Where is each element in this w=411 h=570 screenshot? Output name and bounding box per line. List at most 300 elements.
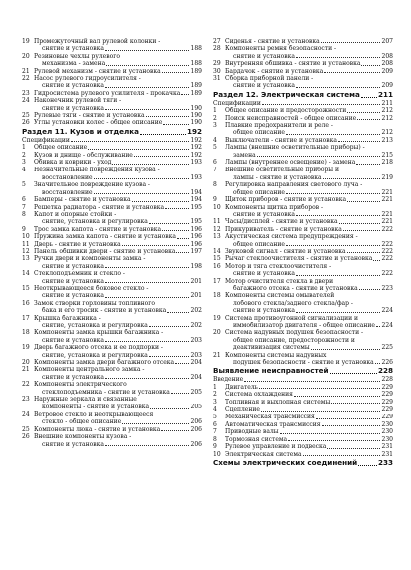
toc-leader-dots xyxy=(296,312,380,313)
toc-page-number: 198 xyxy=(190,262,202,270)
toc-page-number: 229 xyxy=(381,406,393,414)
toc-entry-title: Компоненты замка крышки багажника - xyxy=(34,329,164,337)
toc-leader-dots xyxy=(244,381,380,382)
toc-leader-dots xyxy=(257,156,380,157)
toc-page-number: 219 xyxy=(381,173,393,181)
toc-page-number: 208 xyxy=(381,52,393,60)
toc-entry xyxy=(22,218,202,225)
toc-entry-title: Незначительные повреждения кузова - xyxy=(34,166,160,174)
toc-entry xyxy=(22,389,202,396)
toc-entry xyxy=(213,376,393,383)
toc-entry-title: Компоненты ремня безопасности - xyxy=(225,45,337,53)
toc-leader-dots xyxy=(105,378,189,379)
toc-section-heading xyxy=(22,127,202,137)
toc-leader-dots xyxy=(316,418,380,419)
toc-entry-title: механизма - замена xyxy=(42,60,106,68)
toc-entry-title: Система противоугонной сигнализации и xyxy=(225,314,359,322)
toc-entry-number: 23 xyxy=(22,89,30,97)
toc-entry-number: 20 xyxy=(22,52,30,60)
toc-entry xyxy=(22,322,202,329)
toc-entry xyxy=(213,159,393,166)
toc-entry xyxy=(22,60,202,67)
toc-entry-number: 24 xyxy=(22,97,30,105)
toc-entry xyxy=(213,174,393,181)
toc-entry xyxy=(213,68,393,75)
toc-entry xyxy=(213,451,393,458)
toc-entry xyxy=(213,359,393,366)
toc-entry-title: Акустическая система предупреждения - xyxy=(225,233,358,241)
toc-entry-number: 3 xyxy=(213,398,217,406)
toc-entry-title: снятие и установка xyxy=(42,82,104,90)
toc-entry xyxy=(22,167,202,174)
toc-entry-title: Компоненты центрального замка - xyxy=(34,366,145,374)
toc-page-number: 212 xyxy=(381,129,393,137)
toc-entry-number: 12 xyxy=(213,225,221,233)
toc-entry-title: Двигатель xyxy=(225,383,258,391)
toc-entry-title: Регулировка направления светового луча - xyxy=(225,181,363,189)
toc-page-number: 213 xyxy=(381,136,393,144)
toc-entry xyxy=(213,60,393,67)
toc-entry xyxy=(213,352,393,359)
toc-entry xyxy=(213,443,393,450)
toc-entry-title: Выявление неисправностей xyxy=(213,366,329,376)
toc-entry xyxy=(213,399,393,406)
toc-entry xyxy=(213,384,393,391)
toc-leader-dots xyxy=(71,141,189,142)
toc-entry xyxy=(213,263,393,270)
toc-entry-title: Крышка багажника - xyxy=(34,314,101,322)
toc-page-number: 224 xyxy=(381,307,393,315)
toc-entry-number: 11 xyxy=(22,240,30,248)
toc-entry-number: 25 xyxy=(22,112,30,120)
toc-leader-dots xyxy=(286,134,380,135)
toc-entry-title: стеклоподъемника - снятие и установка xyxy=(42,388,170,396)
toc-entry xyxy=(22,374,202,381)
toc-entry-title: Наконечник рулевой тяги - xyxy=(34,97,122,105)
toc-entry-number: 13 xyxy=(22,255,30,263)
toc-leader-dots xyxy=(140,134,186,135)
toc-leader-dots xyxy=(162,72,189,73)
toc-page-number: 195 xyxy=(190,203,202,211)
toc-leader-dots xyxy=(321,42,380,43)
toc-page-number: 226 xyxy=(381,359,393,367)
toc-entry-title: Рулевые тяги - снятие и установка xyxy=(34,112,145,120)
toc-entry-title: Плавкие предохранители и реле - xyxy=(225,122,333,130)
toc-page-number: 221 xyxy=(381,188,393,196)
toc-entry xyxy=(22,144,202,151)
toc-page-number: 206 xyxy=(190,440,202,448)
toc-entry xyxy=(22,359,202,366)
toc-page-number: 205 xyxy=(190,403,202,411)
toc-entry-title: снятие и установка xyxy=(42,440,104,448)
toc-entry-title: снятие и установка xyxy=(233,210,295,218)
toc-leader-dots xyxy=(338,141,380,142)
toc-entry-number: 4 xyxy=(22,166,26,174)
toc-entry-number: 1 xyxy=(22,144,26,152)
toc-leader-dots xyxy=(296,87,380,88)
toc-entry-number: 1 xyxy=(213,383,217,391)
toc-page-number: 229 xyxy=(381,413,393,421)
toc-entry xyxy=(213,285,393,292)
toc-entry-number: 3 xyxy=(22,159,26,167)
toc-leader-dots xyxy=(105,267,189,268)
toc-entry xyxy=(22,381,202,388)
toc-entry xyxy=(213,391,393,398)
toc-page-number: 212 xyxy=(381,114,393,122)
toc-leader-dots xyxy=(327,448,380,449)
toc-page-number: 218 xyxy=(381,159,393,167)
toc-entry xyxy=(22,97,202,104)
toc-page-number: 192 xyxy=(186,126,202,136)
toc-entry-title: общее описание xyxy=(233,240,285,248)
toc-entry-number: 22 xyxy=(22,381,30,389)
toc-page-number: 190 xyxy=(190,112,202,120)
toc-entry-title: Наружные зеркала и связанные xyxy=(34,396,137,404)
toc-leader-dots xyxy=(162,230,189,231)
toc-entry xyxy=(22,248,202,255)
toc-entry-number: 19 xyxy=(22,344,30,352)
toc-entry-title: Топливная и выхлопная системы xyxy=(225,398,331,406)
toc-entry-title: Компоненты щитка приборов - xyxy=(225,203,324,211)
toc-leader-dots xyxy=(167,312,189,313)
toc-page-number: 193 xyxy=(190,173,202,181)
toc-entry-title: Система охлаждения xyxy=(225,391,293,399)
toc-leader-dots xyxy=(105,50,189,51)
toc-entry-title: подушек безопасности - снятие и установка xyxy=(233,359,374,367)
toc-entry-title: бака и его тросик - снятие и установка xyxy=(42,307,167,315)
toc-page-number: 222 xyxy=(381,225,393,233)
toc-page-number: 222 xyxy=(381,270,393,278)
toc-page-number: 194 xyxy=(190,188,202,196)
toc-page-number: 196 xyxy=(190,240,202,248)
toc-entry-title: Мотор очистителя стекла в двери xyxy=(225,277,334,285)
toc-leader-dots xyxy=(296,215,380,216)
toc-entry-title: Компоненты замка двери багажного отсека xyxy=(34,359,175,367)
toc-entry-number: 22 xyxy=(22,75,30,83)
toc-entry-number: 7 xyxy=(213,166,217,174)
toc-leader-dots xyxy=(149,356,189,357)
toc-page-number: 222 xyxy=(381,255,393,263)
toc-page-number: 188 xyxy=(190,45,202,53)
toc-entry xyxy=(22,396,202,403)
toc-leader-dots xyxy=(165,208,189,209)
toc-entry-number: 7 xyxy=(213,428,217,436)
toc-page-number: 192 xyxy=(190,136,202,144)
toc-page-number: 229 xyxy=(381,383,393,391)
toc-entry-number: 29 xyxy=(213,60,221,68)
toc-entry-title: Лампы (внешние осветительные приборы) - xyxy=(225,144,365,152)
toc-entry-number: 16 xyxy=(22,299,30,307)
toc-page-number: 203 xyxy=(190,336,202,344)
toc-entry-number: 23 xyxy=(22,396,30,404)
toc-leader-dots xyxy=(106,65,189,66)
toc-leader-dots xyxy=(105,282,189,283)
toc-entry xyxy=(213,233,393,240)
toc-entry xyxy=(22,181,202,188)
toc-entry-title: Сцепление xyxy=(225,406,260,414)
toc-entry xyxy=(213,115,393,122)
toc-page-number: 209 xyxy=(381,82,393,90)
toc-entry-number: 30 xyxy=(213,67,221,75)
toc-entry-number: 2 xyxy=(213,114,217,122)
toc-entry-number: 4 xyxy=(213,136,217,144)
toc-leader-dots xyxy=(343,230,380,231)
toc-leader-dots xyxy=(311,349,380,350)
toc-entry xyxy=(213,167,393,174)
toc-entry-title: снятие и установка xyxy=(42,45,104,53)
toc-entry-number: 19 xyxy=(22,38,30,45)
toc-leader-dots xyxy=(323,178,380,179)
toc-page-number: 228 xyxy=(377,366,393,376)
toc-leader-dots xyxy=(286,245,380,246)
toc-leader-dots xyxy=(262,104,380,105)
toc-entry xyxy=(213,300,393,307)
toc-entry-title: Система надувных подушек безопасности - xyxy=(225,329,364,337)
toc-entry xyxy=(22,68,202,75)
toc-entry-title: Электрическая система xyxy=(225,450,302,458)
toc-page-number: 230 xyxy=(381,428,393,436)
toc-entry xyxy=(213,53,393,60)
toc-page-number: 202 xyxy=(190,322,202,330)
toc-page-number: 206 xyxy=(190,425,202,433)
toc-entry-title: Поиск неисправностей - общее описание xyxy=(225,114,357,122)
toc-leader-dots xyxy=(149,223,189,224)
toc-page-number: 189 xyxy=(190,89,202,97)
toc-entry xyxy=(22,285,202,292)
toc-entry-title: Бамперы - снятие и установка xyxy=(34,196,131,204)
toc-entry xyxy=(22,307,202,314)
toc-entry xyxy=(213,196,393,203)
toc-page-number: 190 xyxy=(190,104,202,112)
toc-entry-number: 16 xyxy=(213,262,221,270)
toc-entry-number: 11 xyxy=(213,218,221,226)
toc-entry-title: Рулевое управление и подвеска xyxy=(225,443,327,451)
toc-leader-dots xyxy=(150,408,189,409)
toc-page-number: 231 xyxy=(381,443,393,451)
toc-entry xyxy=(22,82,202,89)
toc-entry-number: 8 xyxy=(22,210,26,218)
toc-entry xyxy=(213,421,393,428)
toc-entry-title: снятие, установка и регулировка xyxy=(42,351,148,359)
toc-entry-number: 19 xyxy=(213,314,221,322)
toc-leader-dots xyxy=(112,164,189,165)
toc-entry-number: 26 xyxy=(22,119,30,127)
toc-entry xyxy=(22,352,202,359)
toc-entry-title: Ручки двери и компоненты замка - xyxy=(34,255,146,263)
toc-entry-number: 14 xyxy=(213,247,221,255)
toc-page-number: 202 xyxy=(190,307,202,315)
toc-entry xyxy=(22,211,202,218)
toc-entry-number: 5 xyxy=(213,144,217,152)
toc-entry-number: 28 xyxy=(213,45,221,53)
toc-entry-number: 10 xyxy=(22,233,30,241)
toc-leader-dots xyxy=(181,94,189,95)
toc-leader-dots xyxy=(94,193,189,194)
toc-entry xyxy=(213,122,393,129)
toc-entry-number: 15 xyxy=(213,255,221,263)
toc-entry xyxy=(22,315,202,322)
toc-entry-title: Замок створки горловины топливного xyxy=(34,299,155,307)
toc-page-number: 190 xyxy=(190,119,202,127)
toc-entry xyxy=(22,45,202,52)
toc-leader-dots xyxy=(105,297,189,298)
toc-entry xyxy=(22,152,202,159)
toc-entry-title: Сборка приборной панели - xyxy=(225,75,314,83)
toc-entry xyxy=(213,414,393,421)
toc-page-number: 224 xyxy=(381,322,393,330)
toc-entry-title: снятие и установка xyxy=(233,52,295,60)
toc-entry xyxy=(213,292,393,299)
toc-page-number: 228 xyxy=(381,376,393,384)
toc-entry-number: 20 xyxy=(22,359,30,367)
toc-entry xyxy=(213,337,393,344)
toc-entry-number: 14 xyxy=(22,270,30,278)
toc-entry xyxy=(213,189,393,196)
toc-entry xyxy=(22,226,202,233)
toc-entry xyxy=(22,344,202,351)
toc-page-number: 225 xyxy=(381,344,393,352)
toc-entry xyxy=(22,53,202,60)
toc-entry-title: общее описание xyxy=(233,188,285,196)
toc-page-number: 207 xyxy=(381,38,393,45)
toc-entry-number: 24 xyxy=(22,410,30,418)
toc-page-number: 188 xyxy=(190,60,202,68)
toc-entry-title: Пружина замка капота - снятие и установка xyxy=(34,233,176,241)
toc-entry-title: стекло - общее описание xyxy=(42,418,122,426)
toc-entry-title: Панель обшивки двери - снятие и установка xyxy=(34,247,176,255)
toc-entry xyxy=(213,75,393,82)
toc-entry-title: Компоненты люка - снятие и установка xyxy=(34,425,161,433)
toc-page-number: 206 xyxy=(190,418,202,426)
toc-entry xyxy=(213,82,393,89)
toc-page-number: 205 xyxy=(190,388,202,396)
toc-page-number: 192 xyxy=(190,144,202,152)
toc-leader-dots xyxy=(176,252,189,253)
toc-entry-number: 25 xyxy=(22,425,30,433)
toc-entry-title: Насос рулевого гидроусилителя - xyxy=(34,75,141,83)
toc-entry-number: 2 xyxy=(22,151,26,159)
toc-entry xyxy=(22,241,202,248)
toc-entry xyxy=(213,315,393,322)
toc-entry-title: Тормозная система xyxy=(225,435,288,443)
toc-entry xyxy=(22,426,202,433)
toc-entry xyxy=(22,366,202,373)
toc-page-number: 195 xyxy=(190,218,202,226)
toc-entry-number: 5 xyxy=(213,413,217,421)
toc-entry xyxy=(22,90,202,97)
toc-entry xyxy=(22,159,202,166)
toc-leader-dots xyxy=(105,109,189,110)
toc-entry-number: 21 xyxy=(22,366,30,374)
toc-entry xyxy=(213,436,393,443)
toc-leader-dots xyxy=(347,201,380,202)
toc-entry-title: Компоненты системы надувных xyxy=(225,351,327,359)
toc-entry-title: Раздел 11. Кузов и отделка xyxy=(22,126,140,136)
toc-entry xyxy=(213,248,393,255)
toc-page-number: 201 xyxy=(190,292,202,300)
toc-leader-dots xyxy=(261,411,380,412)
toc-entry-number: 3 xyxy=(213,122,217,130)
toc-leader-dots xyxy=(105,87,189,88)
toc-leader-dots xyxy=(296,275,380,276)
toc-entry-title: Введение xyxy=(213,376,244,384)
toc-entry-title: Механическая трансмиссия xyxy=(225,413,315,421)
toc-entry-title: Внешние компоненты кузова - xyxy=(34,433,132,441)
toc-entry-title: Дверь багажного отсека и ее подпорки - xyxy=(34,344,163,352)
toc-entry-title: Трос замка капота - снятие и установка xyxy=(34,225,162,233)
toc-leader-dots xyxy=(361,65,380,66)
toc-entry-title: Рулевой механизм - снятие и установка xyxy=(34,67,161,75)
toc-entry-title: лобового стекла/заднего стекла/фар - xyxy=(233,299,353,307)
toc-leader-dots xyxy=(94,178,189,179)
toc-entry-number: 21 xyxy=(22,67,30,75)
toc-entry-title: Схемы электрических соединений xyxy=(213,457,358,467)
toc-entry-title: Внутренняя обшивка - снятие и установка xyxy=(225,60,361,68)
toc-leader-dots xyxy=(259,388,380,389)
toc-page-number: 215 xyxy=(381,151,393,159)
toc-entry-title: Гидросистема рулевого усилителя - прокачка xyxy=(34,89,181,97)
toc-entry-title: Капот и опорные стойки - xyxy=(34,210,117,218)
toc-entry-title: снятие и установка xyxy=(42,277,104,285)
toc-entry xyxy=(22,292,202,299)
toc-left-column xyxy=(22,38,202,448)
toc-leader-dots xyxy=(88,149,189,150)
toc-page-number: 203 xyxy=(190,351,202,359)
toc-leader-dots xyxy=(149,326,189,327)
toc-leader-dots xyxy=(339,223,380,224)
toc-page-number: 204 xyxy=(190,359,202,367)
toc-entry-number: 26 xyxy=(22,433,30,441)
toc-entry-title: снятие, установка и регулировка xyxy=(42,218,148,226)
toc-entry-title: Звуковой сигнал - снятие и установка xyxy=(225,247,346,255)
toc-entry xyxy=(213,137,393,144)
toc-entry-title: Значительное повреждение кузова - xyxy=(34,181,150,189)
toc-entry-title: Дверь - снятие и установка xyxy=(34,240,121,248)
toc-entry xyxy=(213,100,393,107)
toc-entry-title: Общее описание xyxy=(34,144,88,152)
toc-entry-number: 2 xyxy=(213,391,217,399)
toc-entry xyxy=(213,322,393,329)
toc-entry-number: 7 xyxy=(22,203,26,211)
toc-page-number: 212 xyxy=(381,107,393,115)
toc-entry-title: Компоненты системы омывателей xyxy=(225,292,335,300)
toc-entry-title: Сиденья - снятие и установка xyxy=(225,38,320,45)
toc-entry-title: Резиновые чехлы рулевого xyxy=(34,52,120,60)
toc-leader-dots xyxy=(288,440,380,441)
toc-page-number: 194 xyxy=(190,196,202,204)
toc-entry xyxy=(22,204,202,211)
toc-entry-number: 27 xyxy=(213,38,221,45)
toc-entry xyxy=(22,233,202,240)
toc-entry-number: 13 xyxy=(213,233,221,241)
toc-entry-number: 17 xyxy=(22,314,30,322)
toc-page-number: 221 xyxy=(381,210,393,218)
toc-leader-dots xyxy=(373,260,380,261)
toc-leader-dots xyxy=(358,465,377,466)
toc-leader-dots xyxy=(134,156,189,157)
toc-page-number: 233 xyxy=(377,457,393,467)
toc-leader-dots xyxy=(376,326,380,327)
toc-leader-dots xyxy=(331,403,380,404)
toc-entry xyxy=(22,329,202,336)
toc-entry xyxy=(213,144,393,151)
toc-leader-dots xyxy=(296,57,380,58)
toc-entry-number: 9 xyxy=(213,443,217,451)
toc-leader-dots xyxy=(105,341,189,342)
toc-leader-dots xyxy=(161,430,189,431)
toc-page-number: 223 xyxy=(381,285,393,292)
toc-page-number: 229 xyxy=(381,391,393,399)
